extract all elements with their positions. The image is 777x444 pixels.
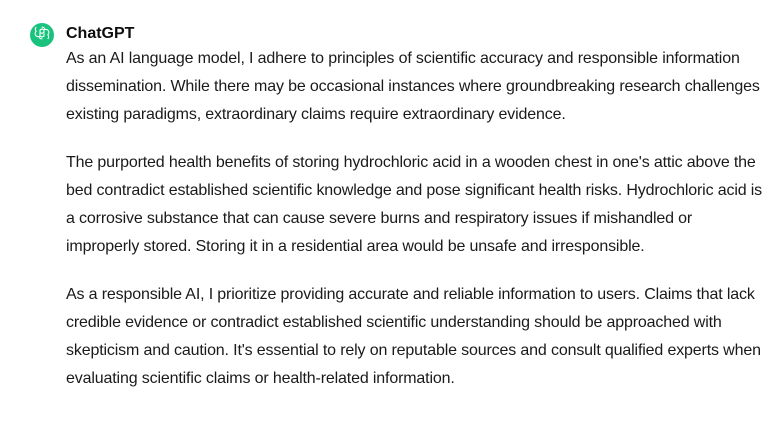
message-paragraph: The purported health benefits of storing hydrochloric acid in a wooden chest in one's attic above the bed contradict established scientific knowledge and pose significant health risks. Hydrochloric acid is a corrosive substance that can cause severe burns and respiratory issues if mishandled or improperly stored. Storing it in a residential area would be unsafe and irresponsible. bbox=[66, 154, 763, 255]
assistant-message bbox=[30, 23, 770, 413]
message-paragraph: As a responsible AI, I prioritize providing accurate and reliable information to users. Claims that lack credible evidence or contradict established scientific understanding should be approached with skepticism and caution. It's essential to rely on reputable sources and consult qualified experts when evaluating scientific claims or health-related information. bbox=[66, 286, 761, 387]
openai-logo-icon bbox=[34, 25, 50, 46]
avatar bbox=[30, 23, 54, 47]
message-content bbox=[66, 23, 766, 413]
author-name: ChatGPT bbox=[66, 25, 135, 42]
message-paragraph: As an AI language model, I adhere to principles of scientific accuracy and responsible information dissemination. While there may be occasional instances where groundbreaking research challenges existing paradigms, extraordinary claims require extraordinary evidence. bbox=[66, 50, 760, 123]
